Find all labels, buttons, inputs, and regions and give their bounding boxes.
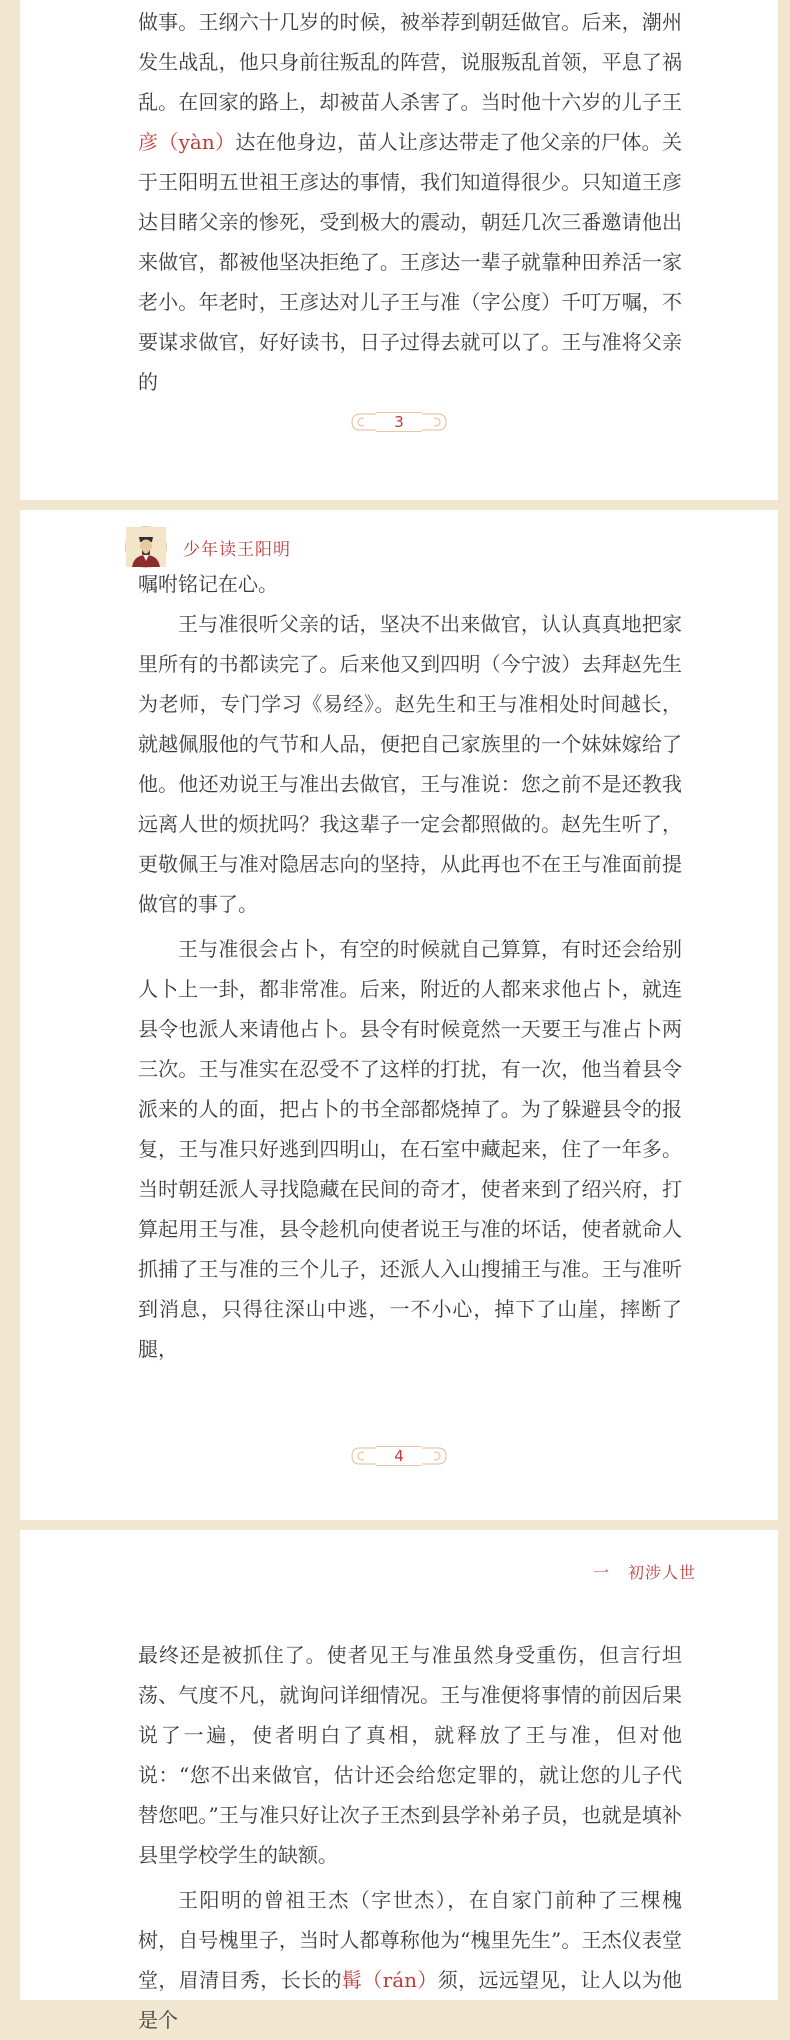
text-run: 王与准很会占卜，有空的时候就自己算算，有时还会给别人卜上一卦，都非常准。后来，附近的人都来求他占卜，就连县令也派人来请他占卜。县令有时候竟然一天要王与准占卜两三次。王与准实在忍受不了这样的打扰，有一次，他当着县令派来的人的面，把占卜的书全部都烧掉了。为了躲避县令的报复，王与准只好逃到四明山，在石室中藏起来，住了一年多。当时朝廷派人寻找隐藏在民间的奇才，使者来到了绍兴府，打算起用王与准，县令趁机向使者说王与准的坏话，使者就命人抓捕了王与准的三个儿子，还派人入山搜捕王与准。王与准听到消息，只得往深山中逃，一不小心，掉下了山崖，摔断了腿， xyxy=(138,937,682,1361)
text-run: 须，远远望见，让人以为他是个 xyxy=(138,1968,683,2032)
paragraph xyxy=(138,2,682,402)
text-run: 做事。王纲六十几岁的时候，被举荐到朝廷做官。后来，潮州发生战乱，他只身前往叛乱的阵营，说服叛乱首领，平息了祸乱。在回家的路上，却被苗人杀害了。当时他十六岁的儿子王 xyxy=(138,10,682,114)
text-run: 达在他身边，苗人让彦达带走了他父亲的尸体。关于王阳明五世祖王彦达的事情，我们知道得很少。只知道王彦达目睹父亲的惨死，受到极大的震动，朝廷几次三番邀请他出来做官，都被他坚决拒绝了。王彦达一辈子就靠种田养活一家老小。年老时，王彦达对儿子王与准（字公度）千叮万嘱，不要谋求做官，好好读书，日子过得去就可以了。王与准将父亲的 xyxy=(138,130,683,394)
chapter-header xyxy=(593,1560,696,1583)
pronunciation-annotation: 髯（rán） xyxy=(341,1968,438,1992)
right-ornament-icon xyxy=(422,412,448,432)
page-4-text xyxy=(138,564,682,1369)
page-number: 4 xyxy=(376,1446,422,1466)
page-3-text xyxy=(138,2,682,402)
wang-yangming-portrait-icon xyxy=(125,526,167,568)
book-page-3 xyxy=(20,0,778,500)
left-ornament-icon xyxy=(350,1446,376,1466)
paragraph xyxy=(138,564,682,604)
right-ornament-icon xyxy=(422,1446,448,1466)
paragraph xyxy=(138,1880,682,2040)
paragraph xyxy=(138,604,682,924)
paragraph xyxy=(138,1635,682,1875)
page-number-badge xyxy=(20,1446,778,1466)
book-page-4 xyxy=(20,510,778,1520)
chapter-title: 初涉人世 xyxy=(627,1563,696,1582)
chapter-number: 一 xyxy=(592,1563,610,1582)
book-title: 少年读王阳明 xyxy=(183,539,291,560)
text-run: 王与准很听父亲的话，坚决不出来做官，认认真真地把家里所有的书都读完了。后来他又到四明（今宁波）去拜赵先生为老师，专门学习《易经》。赵先生和王与准相处时间越长，就越佩服他的气节和人品，便把自己家族里的一个妹妹嫁给了他。他还劝说王与准出去做官，王与准说：您之前不是还教我远离人世的烦扰吗？我这辈子一定会都照做的。赵先生听了，更敬佩王与准对隐居志向的坚持，从此再也不在王与准面前提做官的事了。 xyxy=(138,612,682,916)
page-number-badge xyxy=(20,412,778,432)
text-run: 最终还是被抓住了。使者见王与准虽然身受重伤，但言行坦荡、气度不凡，就询问详细情况。王与准便将事情的前因后果说了一遍，使者明白了真相，就释放了王与准，但对他说：“您不出来做官，估计还会给您定罪的，就让您的儿子代替您吧。”王与准只好让次子王杰到县学补弟子员，也就是填补县里学校学生的缺额。 xyxy=(138,1643,682,1867)
page-5-text xyxy=(138,1635,682,2040)
pronunciation-annotation: 彦（yàn） xyxy=(138,130,236,154)
left-ornament-icon xyxy=(350,412,376,432)
page-number: 3 xyxy=(376,412,422,432)
running-header xyxy=(125,526,291,568)
book-page-5 xyxy=(20,1530,778,2032)
paragraph xyxy=(138,929,682,1369)
text-run: 嘱咐铭记在心。 xyxy=(138,572,278,596)
text-run: 王阳明的曾祖王杰（字世杰），在自家门前种了三棵槐树，自号槐里子，当时人都尊称他为“槐里先生”。王杰仪表堂堂，眉清目秀，长长的 xyxy=(138,1888,682,1992)
